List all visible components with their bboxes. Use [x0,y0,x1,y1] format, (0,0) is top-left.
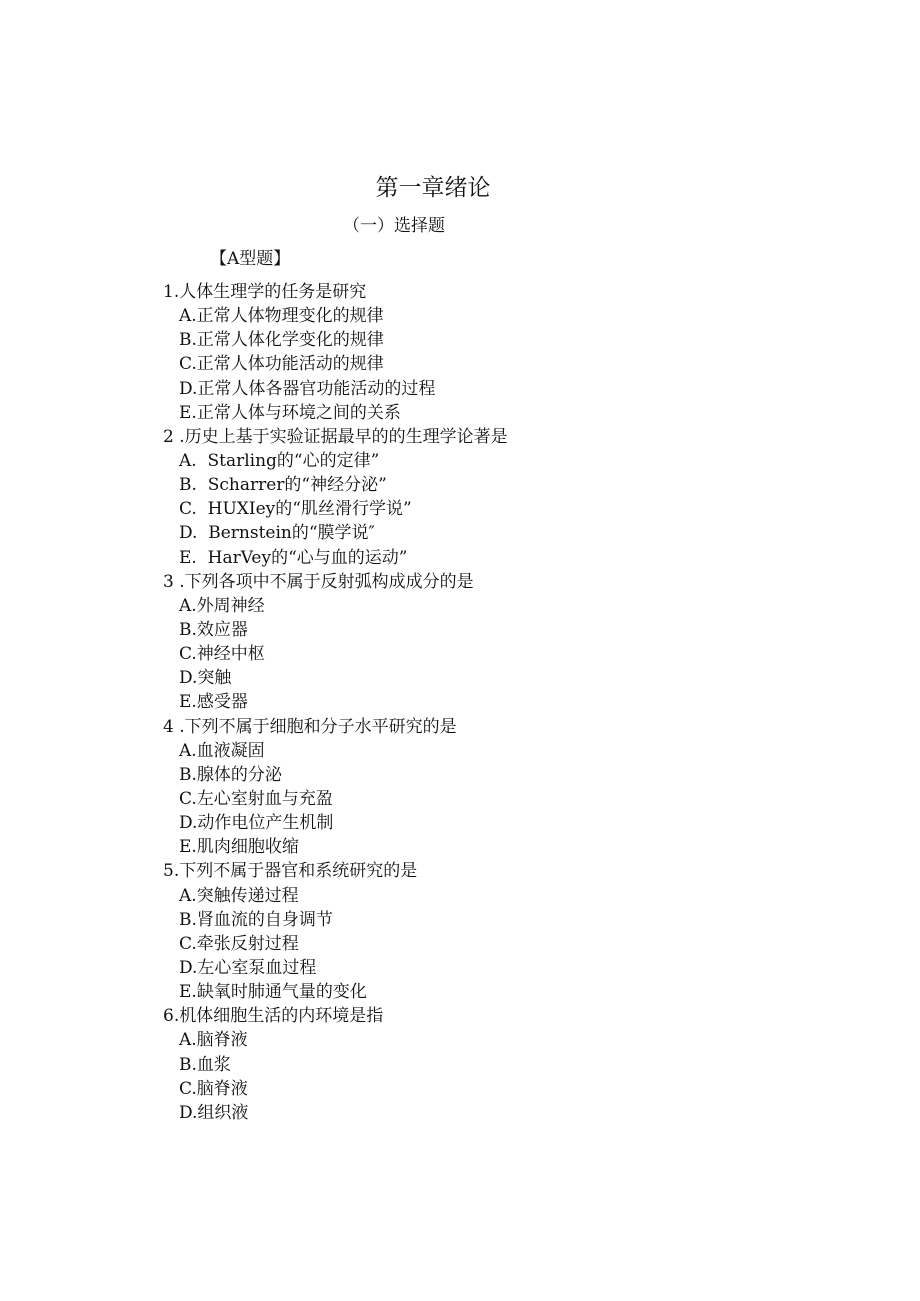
question-stem: 4 .下列不属于细胞和分子水平研究的是 [163,716,457,737]
question-stem: 1.人体生理学的任务是研究 [163,282,367,302]
answer-option: A.正常人体物理变化的规律 [179,306,384,327]
answer-option: B.正常人体化学变化的规律 [179,330,384,351]
answer-option: D.突触 [179,668,232,689]
answer-option: E.正常人体与环境之间的关系 [179,402,401,423]
answer-option: B. Scharrer的“神经分泌” [179,475,387,496]
question-stem: 5.下列不属于器官和系统研究的是 [163,861,418,882]
question-stem: 3 .下列各项中不属于反射弧构成成分的是 [163,571,474,592]
answer-option: D. Bernstein的“膜学说″ [179,523,375,544]
answer-option: A.脑脊液 [179,1030,248,1051]
answer-option: B.腺体的分泌 [179,764,282,785]
answer-option: A.外周神经 [179,595,265,616]
answer-option: C.神经中枢 [179,644,265,665]
answer-option: C.正常人体功能活动的规律 [179,354,384,375]
answer-option: D.动作电位产生机制 [179,813,334,834]
answer-option: C.牵张反射过程 [179,933,299,954]
answer-option: D.左心室泵血过程 [179,957,317,978]
answer-option: D.组织液 [179,1102,249,1123]
question-stem: 6.机体细胞生活的内环境是指 [163,1006,384,1027]
answer-option: A. Starling的“心的定律” [179,450,380,471]
answer-option: B.效应器 [179,619,248,640]
answer-option: C.左心室射血与充盈 [179,788,333,809]
chapter-title: 第一章绪论 [375,175,491,201]
answer-option: E.肌肉细胞收缩 [179,837,299,858]
answer-option: C. HUXIey的“肌丝滑行学说” [179,499,412,520]
question-stem: 2 .历史上基于实验证据最早的的生理学论著是 [163,426,508,447]
answer-option: E.缺氧时肺通气量的变化 [179,982,367,1003]
answer-option: C.脑脊液 [179,1078,248,1099]
answer-option: A.血液凝固 [179,740,265,761]
question-list [163,280,863,1125]
answer-option: E.感受器 [179,692,248,713]
answer-option: B.血浆 [179,1054,231,1075]
answer-option: E. HarVey的“心与血的运动” [179,547,408,568]
answer-option: D.正常人体各器官功能活动的过程 [179,378,436,399]
answer-option: A.突触传递过程 [179,885,299,906]
answer-option: B.肾血流的自身调节 [179,909,333,930]
section-title: （一）选择题 [343,216,445,236]
subsection-title: 【A型题】 [210,249,291,269]
